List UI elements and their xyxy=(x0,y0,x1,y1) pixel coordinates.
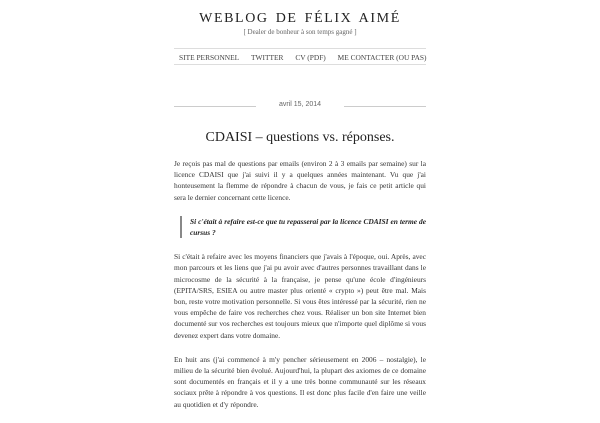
post-intro-paragraph: Je reçois pas mal de questions par emails (environ 2 à 3 emails par semaine) sur la licence CDAISI que j'ai suivi il y a quelques années maintenant. Vu que j'ai honteusement la flemme de répondre à chacun de vous, je fais ce petit article qui sera le dernier concernant cette licence. xyxy=(174,159,426,202)
post-content xyxy=(174,158,426,423)
nav-top-divider xyxy=(174,48,426,49)
site-title[interactable]: WEBLOG DE FÉLIX AIMÉ xyxy=(199,11,401,26)
nav-item-twitter[interactable]: TWITTER xyxy=(251,53,284,62)
nav-item-site-personnel[interactable]: SITE PERSONNEL xyxy=(179,53,240,62)
site-description: [ Dealer de bonheur à son temps gagné ] xyxy=(243,28,357,36)
nav-bottom-divider xyxy=(174,64,426,65)
post-question-quote: Si c'était à refaire est-ce que tu repasserai par la licence CDAISI en terme de cursus ? xyxy=(180,216,426,238)
post-answer-paragraph-1: Si c'était à refaire avec les moyens financiers que j'avais à l'époque, oui. Après, avec mon parcours et les liens que j'ai pu avoir avec d'autres personnes travaillant dans le microcosme de la sécurité à la française, je pense qu'une école d'ingénieurs (EPITA/SRS, ESIEA ou autre master plus orienté « crypto ») peut être mal. Mais bon, reste votre motivation personnelle. Si vous êtes intéressé par la sécurité, rien ne vous empêche de faire vos recherches chez vous. Réaliser un bon site Internet bien documenté sur vos recherches est toujours mieux que n'importe quel diplôme si vous devenez expert dans votre domaine. xyxy=(174,252,426,340)
post-answer-paragraph-2: En huit ans (j'ai commencé à m'y pencher sérieusement en 2006 – nostalgie), le milieu de la sécurité bien évolué. Aujourd'hui, la plupart des axiomes de ce domaine sont documentés en français et il y a une très bonne communauté sur les réseaux sociaux prête à répondre à vos questions. Il est donc plus facile d'en faire une veille au quotidien et d'y répondre. xyxy=(174,354,426,409)
nav-item-cv-pdf[interactable]: CV (PDF) xyxy=(295,53,326,62)
post-date-row xyxy=(174,100,426,112)
date-rule-right xyxy=(344,106,426,107)
post-title[interactable]: CDAISI – questions vs. réponses. xyxy=(205,130,395,145)
nav-item-contact[interactable]: ME CONTACTER (OU PAS) xyxy=(337,53,427,62)
main-nav xyxy=(174,53,426,62)
post-date[interactable]: avril 15, 2014 xyxy=(278,101,322,108)
